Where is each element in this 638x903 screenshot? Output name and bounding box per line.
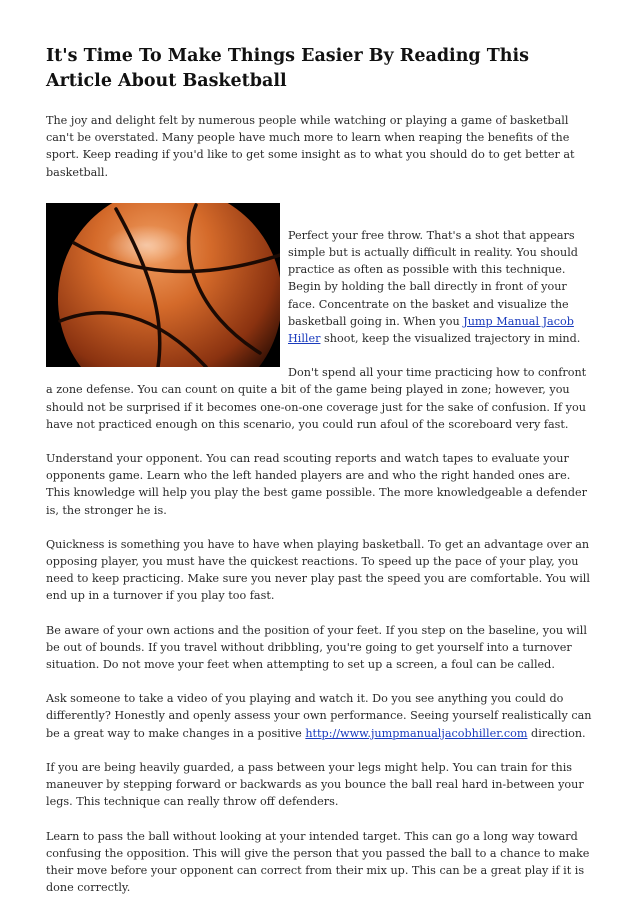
basketball-photo-icon [46, 203, 280, 367]
paragraph-zone-defense: Don't spend all your time practicing how to confront a zone defense. You can count on quite a bit of the game being played in zone; however, you should not be surprised if it becomes one-on-one coverage just for the sake of confusion. If you have not practiced enough on this scenario, you could run afoul of the scoreboard very fast. [46, 366, 587, 431]
paragraph-opponent: Understand your opponent. You can read scouting reports and watch tapes to evaluate your opponents game. Learn who the left handed players are and who the right handed ones are. This knowledge will help you play the best game possible. The more knowledgeable a defender is, the stronger he is. [46, 452, 587, 517]
paragraph-guarded: If you are being heavily guarded, a pass between your legs might help. You can train for this maneuver by stepping forward or backwards as you bounce the ball real hard in-between your legs. This technique can really throw off defenders. [46, 760, 584, 809]
article [46, 44, 594, 896]
paragraph-text: Ask someone to take a video of you playing and watch it. Do you see anything you could do differently? Honestly and openly assess your own performance. Seeing yourself realistically can be a great way to make changes in a positive [46, 692, 592, 740]
paragraph-text: Perfect your free throw. That's a shot that appears simple but is actually difficult in reality. You should practice as often as possible with this technique. Begin by holding the ball directly in front of your face. Concentrate on the basket and visualize the basketball going in. When you [288, 228, 578, 328]
paragraph-passing: Learn to pass the ball without looking at your intended target. This can go a long way toward confusing the opposition. This will give the person that you passed the ball to a chance to make their move before your opponent can correct from their mix up. This can be a great play if it is done correctly. [46, 829, 590, 895]
paragraph-video [46, 690, 594, 742]
intro-paragraph: The joy and delight felt by numerous people while watching or playing a game of basketball can't be overstated. Many people have much more to learn when reaping the benefits of the sport. Keep reading if you'd like to get some insight as to what you should do to get better at basketball. [46, 114, 575, 179]
paragraph-footwork: Be aware of your own actions and the position of your feet. If you step on the baseline, you will be out of bounds. If you travel without dribbling, you're going to get yourself into a turnover situation. Do not move your feet when attempting to set up a screen, a foul can be called. [46, 623, 587, 672]
article-title: It's Time To Make Things Easier By Reading This Article About Basketball [46, 46, 530, 91]
paragraph-text: shoot, keep the visualized trajectory in mind. [320, 332, 581, 346]
paragraph-text: direction. [527, 726, 586, 740]
paragraph-quickness: Quickness is something you have to have when playing basketball. To get an advantage over an opposing player, you must have the quickest reactions. To speed up the pace of your play, you need to keep practicing. Make sure you never play past the speed you are comfortable. You will end up in a turnover if you play too fast. [46, 537, 590, 603]
website-link[interactable]: http://www.jumpmanualjacobhiller.com [305, 726, 528, 740]
figure-section [46, 203, 594, 433]
jump-manual-link[interactable]: Jump Manual Jacob Hiller [288, 314, 574, 346]
